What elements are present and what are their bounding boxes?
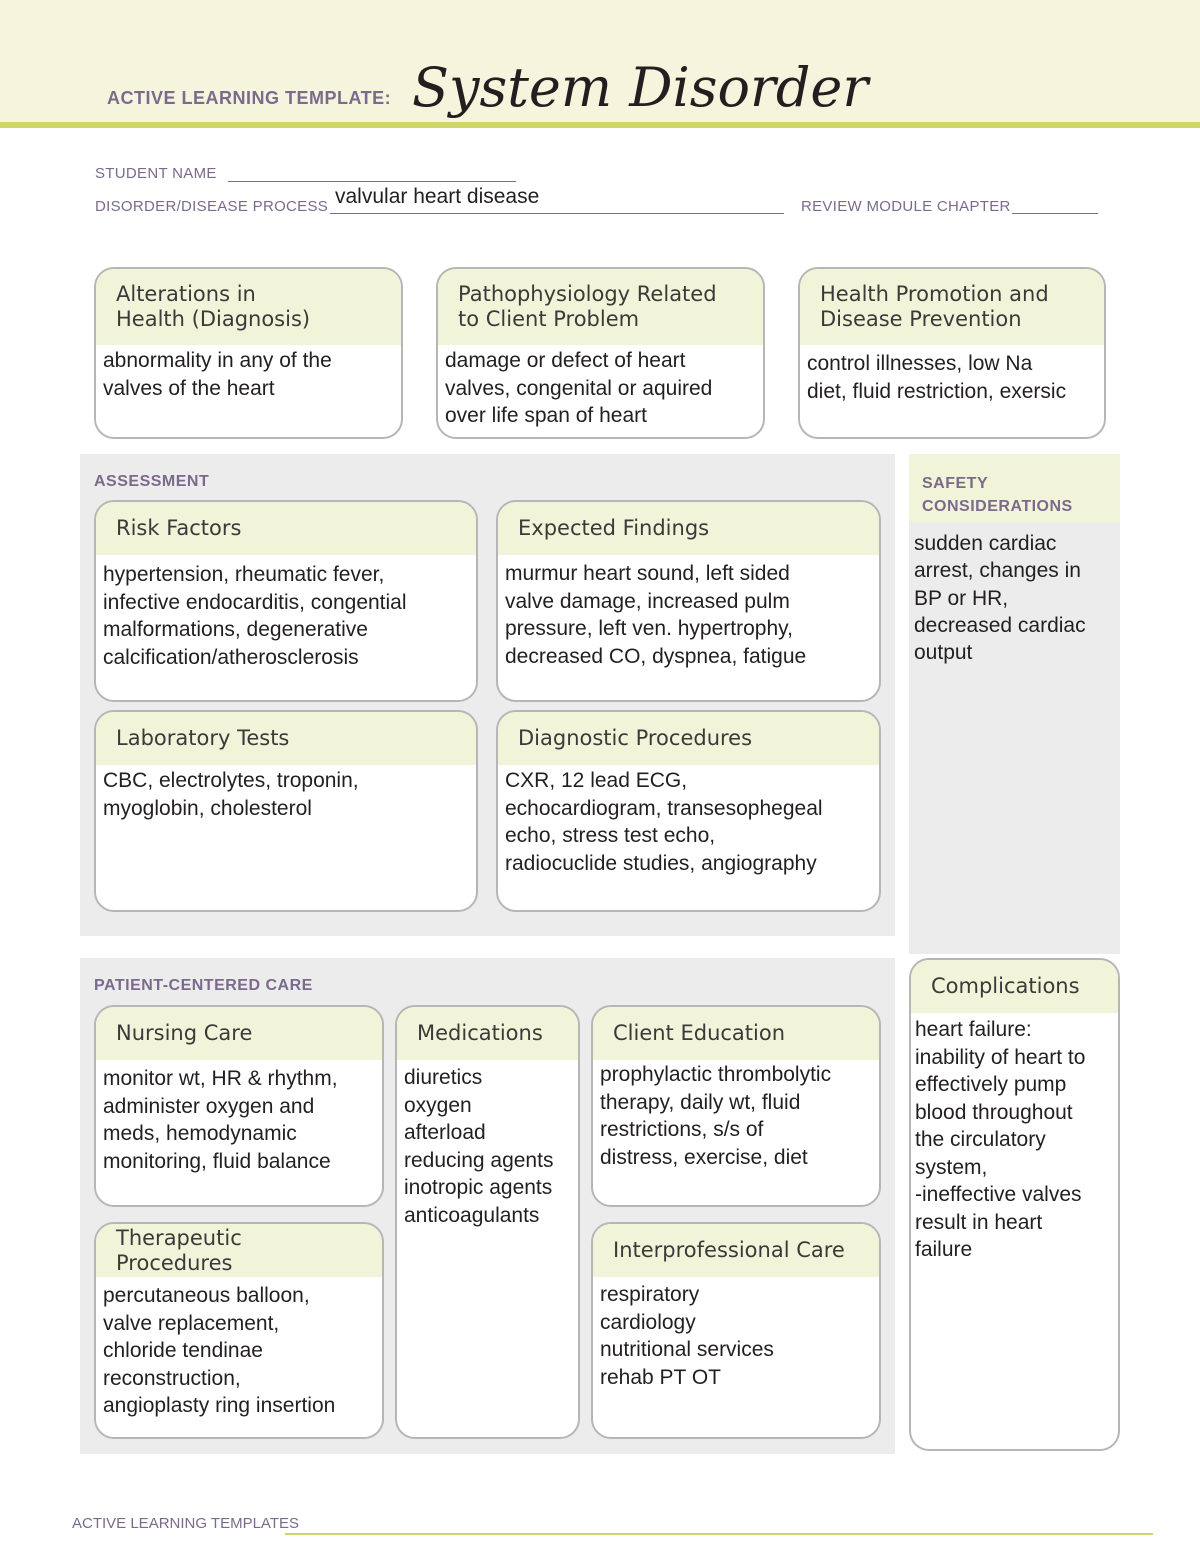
medications-box bbox=[395, 1005, 580, 1439]
nursing-care-header bbox=[96, 1007, 382, 1060]
assessment-label: ASSESSMENT bbox=[94, 473, 210, 490]
diagnostic-procedures-box bbox=[496, 710, 881, 912]
footer-label: ACTIVE LEARNING TEMPLATES bbox=[72, 1515, 299, 1532]
page-title: System Disorder bbox=[412, 56, 869, 119]
template-label: ACTIVE LEARNING TEMPLATE: bbox=[107, 88, 392, 108]
review-module-label: REVIEW MODULE CHAPTER bbox=[801, 198, 1011, 215]
expected-findings-title: Expected Findings bbox=[518, 516, 710, 540]
laboratory-tests-title: Laboratory Tests bbox=[116, 726, 290, 750]
nursing-care-text[interactable]: monitor wt, HR & rhythm, administer oxygen and meds, hemodynamic monitoring, fluid balance bbox=[103, 1067, 338, 1173]
safety-section bbox=[909, 454, 1120, 954]
therapeutic-procedures-header bbox=[96, 1224, 382, 1277]
laboratory-tests-box bbox=[94, 710, 478, 912]
footer-rule bbox=[285, 1533, 1153, 1535]
expected-findings-header bbox=[498, 502, 879, 555]
therapeutic-procedures-text[interactable]: percutaneous balloon, valve replacement, chloride tendinae reconstruction, angioplasty ring insertion bbox=[103, 1284, 336, 1417]
client-education-title: Client Education bbox=[613, 1021, 786, 1045]
health-promotion-title: Health Promotion and Disease Prevention bbox=[820, 282, 1049, 331]
safety-label: SAFETY CONSIDERATIONS bbox=[922, 475, 1073, 515]
medications-header bbox=[397, 1007, 578, 1060]
disorder-field-line bbox=[330, 213, 784, 214]
laboratory-tests-header bbox=[96, 712, 476, 765]
health-promotion-text[interactable]: control illnesses, low Na diet, fluid restriction, exersic bbox=[807, 352, 1067, 403]
complications-title: Complications bbox=[931, 974, 1080, 998]
health-promotion-header bbox=[800, 269, 1104, 345]
pathophysiology-box bbox=[436, 267, 765, 439]
pathophysiology-title: Pathophysiology Related to Client Problem bbox=[458, 282, 717, 331]
pathophysiology-header bbox=[438, 269, 763, 345]
interprofessional-care-text[interactable]: respiratory cardiology nutritional services rehab PT OT bbox=[600, 1283, 774, 1389]
student-name-field[interactable] bbox=[228, 181, 516, 182]
therapeutic-procedures-title: Therapeutic Procedures bbox=[116, 1225, 242, 1275]
complications-header bbox=[911, 960, 1118, 1013]
interprofessional-care-title: Interprofessional Care bbox=[613, 1238, 845, 1262]
complications-box bbox=[909, 958, 1120, 1451]
alterations-text[interactable]: abnormality in any of the valves of the heart bbox=[103, 349, 332, 400]
complications-text[interactable]: heart failure: inability of heart to effectively pump blood throughout the circulatory system, -ineffective valves result in heart failure bbox=[915, 1018, 1086, 1261]
client-education-box bbox=[591, 1005, 881, 1207]
alterations-header bbox=[96, 269, 401, 345]
interprofessional-care-box bbox=[591, 1222, 881, 1439]
alterations-title: Alterations in Health (Diagnosis) bbox=[116, 282, 311, 331]
diagnostic-procedures-title: Diagnostic Procedures bbox=[518, 726, 753, 750]
header-rule bbox=[0, 122, 1200, 128]
medications-text[interactable]: diuretics oxygen afterload reducing agents inotropic agents anticoagulants bbox=[404, 1066, 554, 1227]
safety-text[interactable]: sudden cardiac arrest, changes in BP or HR, decreased cardiac output bbox=[914, 532, 1086, 665]
nursing-care-box bbox=[94, 1005, 384, 1207]
medications-title: Medications bbox=[417, 1021, 543, 1045]
review-module-field[interactable] bbox=[1012, 213, 1098, 214]
patient-centered-care-label: PATIENT-CENTERED CARE bbox=[94, 977, 313, 994]
risk-factors-text[interactable]: hypertension, rheumatic fever, infective endocarditis, congential malformations, degenerative calcification/atherosclerosis bbox=[103, 563, 407, 669]
expected-findings-text[interactable]: murmur heart sound, left sided valve damage, increased pulm pressure, left ven. hypertrophy, decreased CO, dyspnea, fatigue bbox=[505, 562, 807, 668]
expected-findings-box bbox=[496, 500, 881, 702]
diagnostic-procedures-header bbox=[498, 712, 879, 765]
student-name-label: STUDENT NAME bbox=[95, 165, 217, 182]
risk-factors-title: Risk Factors bbox=[116, 516, 242, 540]
therapeutic-procedures-box bbox=[94, 1222, 384, 1439]
risk-factors-header bbox=[96, 502, 476, 555]
diagnostic-procedures-text[interactable]: CXR, 12 lead ECG, echocardiogram, transesophegeal echo, stress test echo, radiocuclide studies, angiography bbox=[505, 769, 823, 875]
health-promotion-box bbox=[798, 267, 1106, 439]
disorder-label: DISORDER/DISEASE PROCESS bbox=[95, 198, 329, 215]
client-education-text[interactable]: prophylactic thrombolytic therapy, daily wt, fluid restrictions, s/s of distress, exercise, diet bbox=[600, 1063, 832, 1169]
interprofessional-care-header bbox=[593, 1224, 879, 1277]
nursing-care-title: Nursing Care bbox=[116, 1021, 253, 1045]
laboratory-tests-text[interactable]: CBC, electrolytes, troponin, myoglobin, cholesterol bbox=[103, 769, 359, 820]
client-education-header bbox=[593, 1007, 879, 1060]
risk-factors-box bbox=[94, 500, 478, 702]
alterations-box bbox=[94, 267, 403, 439]
disorder-field[interactable]: valvular heart disease bbox=[335, 185, 540, 208]
pathophysiology-text[interactable]: damage or defect of heart valves, congenital or aquired over life span of heart bbox=[445, 349, 713, 427]
